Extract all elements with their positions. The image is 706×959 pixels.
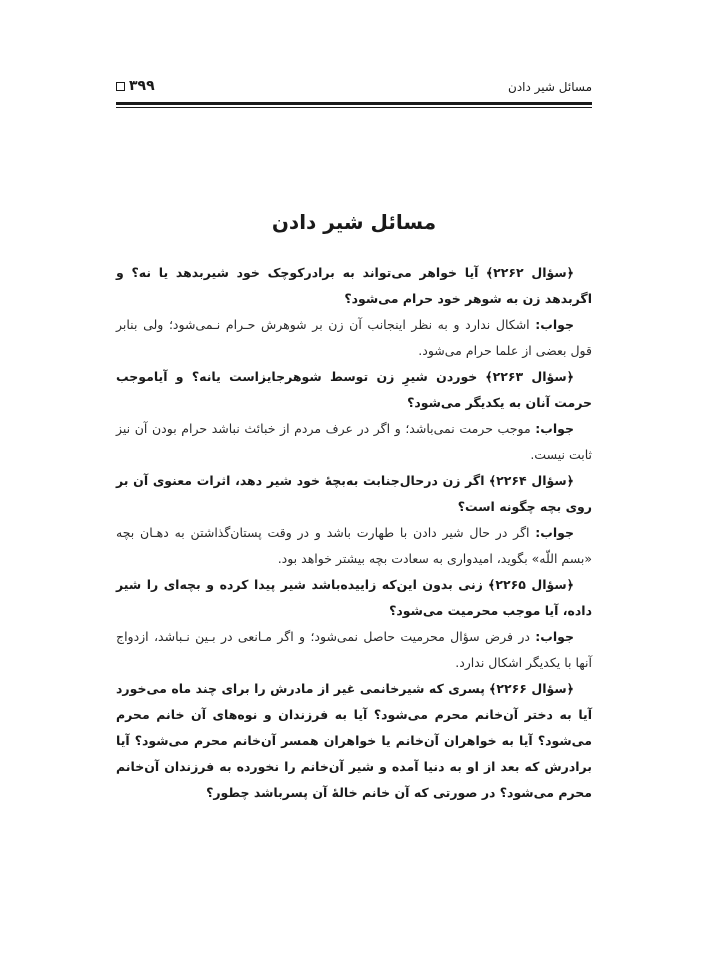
question-text: خوردن شیرِ زن توسط شوهرجایزاست یانه؟ و آیاموجب حرمت آنان به یکدیگر می‌شود؟ — [116, 369, 592, 410]
question-label: ﴿سؤال ۲۲۶۶﴾ — [489, 681, 574, 696]
question-text: آیا خواهر می‌تواند به برادرکوچک خود شیربدهد یا نه؟ و اگربدهد زن به شوهر خود حرام می‌شود؟ — [116, 265, 592, 306]
question-label: ﴿سؤال ۲۲۶۵﴾ — [488, 577, 574, 592]
question-paragraph — [116, 676, 592, 806]
answer-text: موجب حرمت نمی‌باشد؛ و اگر در عرف مردم از خبائث نباشد حرام بودن آن نیز ثابت نیست. — [116, 421, 592, 462]
answer-label: جواب: — [535, 317, 574, 332]
qa-content — [116, 260, 592, 806]
answer-text: اگر در حال شیر دادن با طهارت باشد و در وقت پستان‌گذاشتن به دهـان بچه «بسم اللّه» بگوید، امیدواری به سعادت بچه بیشتر خواهد بود. — [116, 525, 592, 566]
question-text: زنی بدون این‌که زاییده‌باشد شیر پیدا کرده و بچه‌ای را شیر داده، آیا موجب محرمیت می‌شود؟ — [116, 577, 592, 618]
question-paragraph — [116, 260, 592, 312]
question-paragraph — [116, 364, 592, 416]
question-text: پسری که شیرخانمی غیر از مادرش را برای چند ماه می‌خورد آیا به دختر آن‌خانم محرم می‌شود؟ آیا به فرزندان و نوه‌های آن‌ خانم محرم می‌شود؟ آیا به خواهران آن‌خانم یا خواهران همسر آن‌خانم محرم می‌شود؟ آیا برادرش که بعد از او به دنیا آمده و شیر آن‌خانم را نخورده به فرزندان آن‌خانم محرم می‌شود؟ در صورتی که آن خانم خالهٔ آن پسرباشد چطور؟ — [116, 681, 592, 800]
answer-label: جواب: — [535, 421, 574, 436]
question-text: اگر زن درحال‌جنابت به‌بچهٔ‌ خود شیر دهد، اثرات معنوی آن بر روی بچه چگونه است؟ — [116, 473, 592, 514]
square-bullet-icon — [116, 82, 125, 91]
section-title: مسائل شیر دادن — [271, 210, 437, 234]
answer-text: در فرض سؤال محرمیت حاصل نمی‌شود؛ و اگر مـانعی در بـین نـباشد، ازدواج آنها با یکدیگر اشکال ندارد. — [116, 629, 592, 670]
answer-text: اشکال ندارد و به نظر اینجانب آن زن بر شوهرش حـرام نـمی‌شود؛ ولی بنابر قول بعضی از علما حرام می‌شود. — [116, 317, 592, 358]
page-number-text: ۳۹۹ — [129, 78, 155, 94]
header-rule-thick — [116, 102, 592, 105]
answer-label: جواب: — [535, 525, 574, 540]
question-paragraph — [116, 572, 592, 624]
answer-paragraph — [116, 520, 592, 572]
question-paragraph — [116, 468, 592, 520]
header-rule-thin — [116, 107, 592, 108]
question-label: ﴿سؤال ۲۲۶۲﴾ — [485, 265, 574, 280]
answer-paragraph — [116, 312, 592, 364]
question-label: ﴿سؤال ۲۲۶۳﴾ — [485, 369, 574, 384]
running-header — [116, 78, 592, 100]
answer-paragraph — [116, 416, 592, 468]
answer-paragraph — [116, 624, 592, 676]
running-header-title: مسائل شیر دادن — [508, 80, 592, 94]
question-label: ﴿سؤال ۲۲۶۴﴾ — [488, 473, 575, 488]
page-number — [116, 78, 155, 94]
answer-label: جواب: — [535, 629, 574, 644]
